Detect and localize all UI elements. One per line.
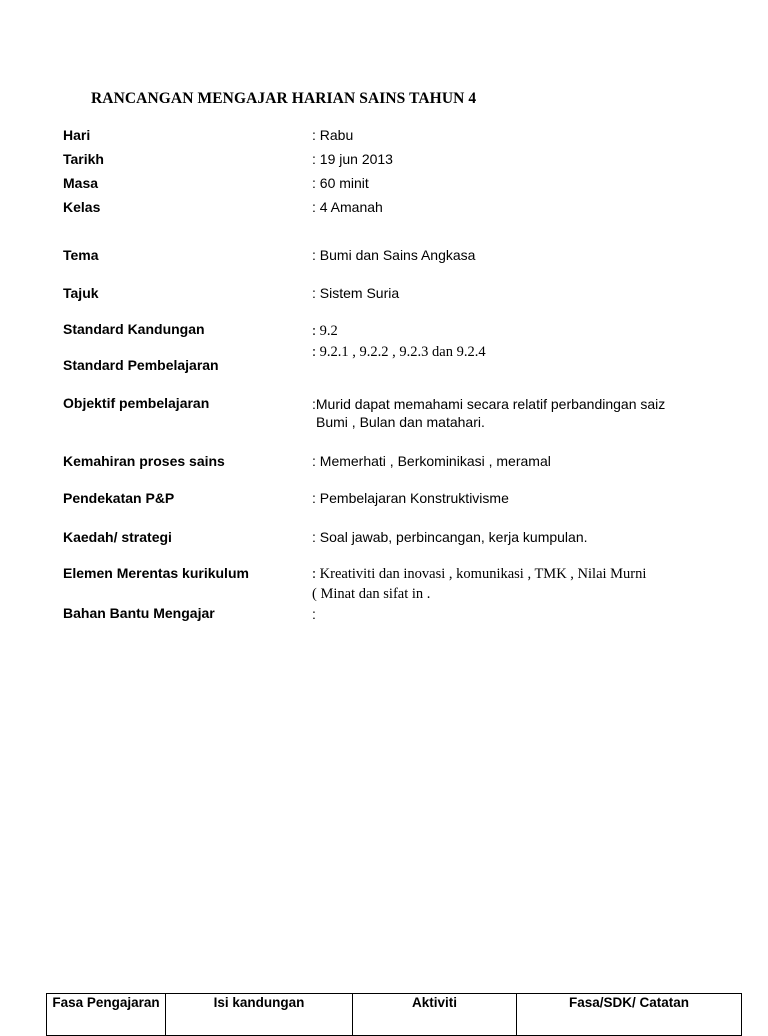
value-bahan: : [312,606,316,622]
label-hari: Hari [63,127,91,143]
value-kemahiran: : Memerhati , Berkominikasi , meramal [312,453,551,469]
label-standard-pembelajaran: Standard Pembelajaran [63,357,219,373]
value-standard-pembelajaran: : 9.2.1 , 9.2.2 , 9.2.3 dan 9.2.4 [312,344,486,360]
value-standard-kandungan: : 9.2 [312,323,338,339]
label-masa: Masa [63,175,99,191]
value-tema: : Bumi dan Sains Angkasa [312,247,476,263]
table-header-row [47,994,742,1036]
label-standard-kandungan: Standard Kandungan [63,321,205,337]
value-kelas: : 4 Amanah [312,199,383,215]
header-aktiviti: Aktiviti [353,994,517,1036]
value-elemen-line1: : Kreativiti dan inovasi , komunikasi , TMK , Nilai Murni [312,566,647,582]
label-kelas: Kelas [63,199,101,215]
value-kaedah: : Soal jawab, perbincangan, kerja kumpulan. [312,529,588,545]
value-objektif-line1: :Murid dapat memahami secara relatif perbandingan saiz [312,396,666,412]
label-tajuk: Tajuk [63,285,99,301]
header-isi-kandungan: Isi kandungan [166,994,353,1036]
header-fasa-pengajaran: Fasa Pengajaran [47,994,166,1036]
label-elemen: Elemen Merentas kurikulum [63,565,249,581]
value-elemen-line2: ( Minat dan sifat in . [312,586,431,602]
value-tajuk: : Sistem Suria [312,285,400,301]
label-kemahiran: Kemahiran proses sains [63,453,225,469]
value-masa: : 60 minit [312,175,369,191]
label-tema: Tema [63,247,99,263]
label-bahan: Bahan Bantu Mengajar [63,605,215,621]
label-objektif: Objektif pembelajaran [63,395,210,411]
header-catatan: Fasa/SDK/ Catatan [517,994,742,1036]
lesson-table [46,993,742,1036]
value-objektif-line2: Bumi , Bulan dan matahari. [316,414,485,430]
value-hari: : Rabu [312,127,354,143]
label-pendekatan: Pendekatan P&P [63,490,175,506]
label-tarikh: Tarikh [63,151,104,167]
page-title: RANCANGAN MENGAJAR HARIAN SAINS TAHUN 4 [91,90,477,107]
value-pendekatan: : Pembelajaran Konstruktivisme [312,490,509,506]
label-kaedah: Kaedah/ strategi [63,529,172,545]
value-tarikh: : 19 jun 2013 [312,151,393,167]
